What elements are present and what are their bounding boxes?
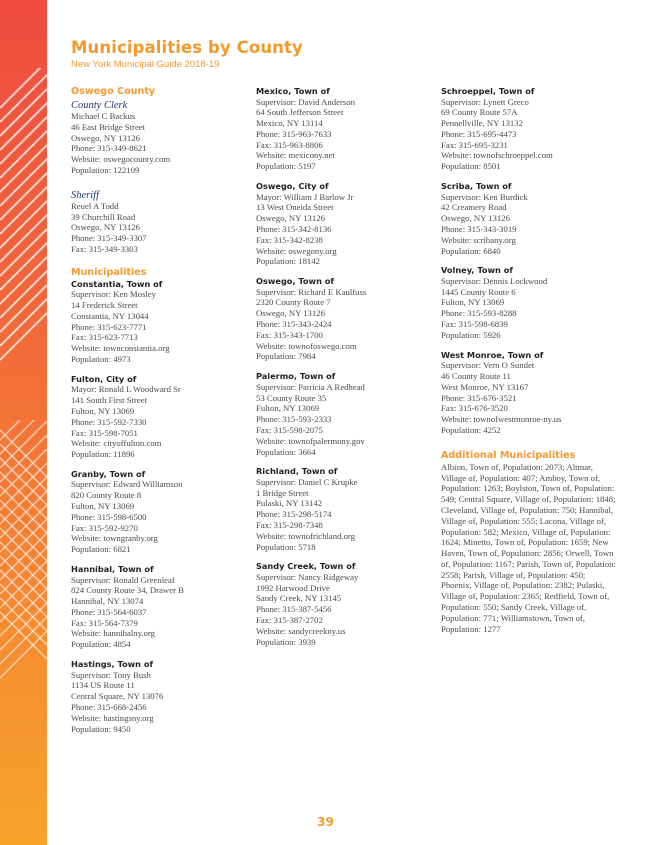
municipality-entry xyxy=(256,371,426,457)
municipality-line: Supervisor: Nancy Ridgeway xyxy=(256,571,359,582)
municipality-line: Website: townofwestmonroe-ny.us xyxy=(441,414,562,425)
municipality-line: Fax: 315-623-7713 xyxy=(71,332,138,343)
municipality-line: Phone: 315-676-3521 xyxy=(441,392,517,403)
municipality-entry xyxy=(71,374,241,460)
sheriff-line: Reuel A Todd xyxy=(71,200,119,211)
municipality-line: Population: 4252 xyxy=(441,424,501,435)
municipality-line: Oswego, NY 13126 xyxy=(256,308,325,319)
municipality-line: Phone: 315-593-2333 xyxy=(256,414,332,425)
clerk-line: 46 East Bridge Street xyxy=(71,121,146,132)
municipality-line: Phone: 315-343-2424 xyxy=(256,319,332,330)
municipality-name: Richland, Town of xyxy=(256,466,338,477)
municipality-line: Fulton, NY 13069 xyxy=(441,297,505,308)
municipality-line: Phone: 315-598-6500 xyxy=(71,511,147,522)
municipality-entry xyxy=(71,659,241,734)
municipality-name: Schroeppel, Town of xyxy=(441,86,535,96)
municipality-name: Hastings, Town of xyxy=(71,659,154,670)
municipality-line: Phone: 315-695-4473 xyxy=(441,128,517,139)
municipality-line: 53 County Route 35 xyxy=(256,392,327,403)
municipality-line: Fax: 315-342-8238 xyxy=(256,234,323,245)
municipality-line: Fax: 315-564-7379 xyxy=(71,617,138,628)
municipality-line: 64 South Jefferson Street xyxy=(256,107,344,118)
municipality-line: Supervisor: Edward Williamson xyxy=(71,479,183,490)
sheriff-line: 39 Churchill Road xyxy=(71,211,136,222)
municipality-line: Phone: 315-963-7633 xyxy=(256,128,332,139)
municipality-line: Fax: 315-298-7348 xyxy=(256,520,323,530)
municipality-line: Fax: 315-598-2075 xyxy=(256,424,323,435)
municipality-entry xyxy=(256,86,426,172)
municipality-line: Phone: 315-593-8288 xyxy=(441,308,517,319)
municipality-line: Population: 4854 xyxy=(71,639,131,650)
municipality-name: Oswego, Town of xyxy=(256,276,334,287)
municipality-name: West Monroe, Town of xyxy=(441,349,544,360)
municipality-line: Fulton, NY 13069 xyxy=(256,403,320,414)
sheriff-block xyxy=(71,190,241,255)
municipality-line: Mayor: Ronald L Woodward Sr xyxy=(71,384,181,395)
municipality-line: Supervisor: Richard E Kaulfuss xyxy=(256,286,367,297)
municipality-line: Website: hastingsny.org xyxy=(71,712,154,723)
municipality-line: Website: townofschroeppel.com xyxy=(441,150,553,161)
page-subtitle: New York Municipal Guide 2018-19 xyxy=(71,59,220,70)
municipality-line: Population: 7984 xyxy=(256,351,316,362)
municipality-entry xyxy=(441,181,616,256)
municipality-line: Fulton, NY 13069 xyxy=(71,405,135,416)
municipality-line: Population: 18142 xyxy=(256,256,320,267)
municipality-line: Central Square, NY 13076 xyxy=(71,691,164,702)
municipality-entry xyxy=(441,350,616,436)
municipality-line: Constantia, NY 13044 xyxy=(71,310,149,321)
municipality-line: Supervisor: Vern O Sundet xyxy=(441,360,535,371)
municipality-name: Palermo, Town of xyxy=(256,371,336,382)
sheriff-line: Fax: 315-349-3303 xyxy=(71,243,138,254)
municipality-line: Fax: 315-592-9270 xyxy=(71,522,138,533)
municipality-entry xyxy=(441,86,616,172)
municipality-line: Mexico, NY 13114 xyxy=(256,118,323,129)
municipality-entry xyxy=(71,469,241,555)
municipality-entry xyxy=(256,466,426,552)
municipality-line: Population: 8501 xyxy=(441,161,501,172)
municipality-line: Fax: 315-387-2702 xyxy=(256,615,323,626)
municipality-entry xyxy=(256,181,426,267)
municipality-line: Population: 11896 xyxy=(71,449,135,460)
clerk-line: Michael C Backus xyxy=(71,111,136,121)
page-header xyxy=(71,38,303,70)
clerk-line: Oswego, NY 13126 xyxy=(71,132,140,143)
municipality-line: Supervisor: Daniel C Krupke xyxy=(256,476,358,487)
municipality-name: Hannibal, Town of xyxy=(71,564,154,574)
municipality-name: Constantia, Town of xyxy=(71,278,163,289)
municipality-line: Fax: 315-598-6839 xyxy=(441,319,508,330)
municipality-line: 820 County Route 8 xyxy=(71,490,142,501)
county-clerk-block xyxy=(71,100,241,176)
municipality-line: 2320 County Route 7 xyxy=(256,297,331,308)
column-2 xyxy=(256,86,426,656)
municipality-line: Supervisor: Ronald Greenleaf xyxy=(71,574,175,585)
municipality-entry xyxy=(71,279,241,365)
municipality-line: Pennellville, NY 13132 xyxy=(441,118,523,129)
municipality-name: Oswego, City of xyxy=(256,181,329,192)
municipality-line: Oswego, NY 13126 xyxy=(441,213,510,224)
municipality-line: Phone: 315-387-5456 xyxy=(256,604,332,615)
municipality-name: Mexico, Town of xyxy=(256,86,330,96)
municipality-line: Phone: 315-564-6037 xyxy=(71,606,147,617)
municipality-line: Oswego, NY 13126 xyxy=(256,213,325,224)
municipality-line: 13 West Oneida Street xyxy=(256,202,334,213)
additional-municipalities-text: Albion, Town of, Population: 2073; Altmar, Village of, Population: 407; Amboy, Town of, Population: 1263; Boylston, Town of, Population: 549; Central Square, Village of, Population: 1848; Cleveland, Village of, Population: 750; Hannibal, Village of, Population: 555; Lacona, Village of, Population: 582; Mexico, Village of, Population: 1624; Minetto, Town of, Population: 1659; New Haven, Town of, Population: 2856; Orwell, Town of, Population: 1167; Parish, Town of, Population: 2558; Parish, Village of, Population: 450; Phoenix, Village of, Population: 2382; Pulaski, Village of, Population: 2365; Redfield, Town of, Population: 550; Sandy Creek, Village of, Population: 771; Williamstown, Town of, Population: 1277 xyxy=(441,461,616,634)
municipality-name: Granby, Town of xyxy=(71,468,146,479)
municipality-line: 1134 US Route 11 xyxy=(71,680,135,691)
county-title: Oswego County xyxy=(71,86,156,97)
municipality-line: Supervisor: Ken Mosley xyxy=(71,289,156,300)
municipality-line: Website: towngranby.org xyxy=(71,533,158,544)
municipality-line: Fax: 315-963-8806 xyxy=(256,139,323,150)
municipality-line: Website: scribany.org xyxy=(441,234,516,245)
diagonal-stripe-pattern xyxy=(0,0,47,845)
municipality-entry xyxy=(441,265,616,340)
municipality-line: Fax: 315-343-1700 xyxy=(256,329,323,340)
municipality-name: Scriba, Town of xyxy=(441,181,512,192)
municipality-line: 69 County Route 57A xyxy=(441,107,518,118)
municipality-line: Website: mexicony.net xyxy=(256,150,335,161)
municipality-name: Sandy Creek, Town of xyxy=(256,561,356,572)
municipality-line: Fax: 315-598-7051 xyxy=(71,427,138,438)
municipality-entry xyxy=(256,561,426,647)
municipality-line: Population: 3664 xyxy=(256,446,316,457)
municipality-line: 1992 Harwood Drive xyxy=(256,582,330,593)
municipality-line: Phone: 315-668-2456 xyxy=(71,701,147,712)
municipality-name: Volney, Town of xyxy=(441,265,513,276)
municipality-line: Website: hannibalny.org xyxy=(71,628,155,639)
municipality-line: 14 Frederick Street xyxy=(71,300,138,311)
municipality-line: Supervisor: Dennis Lockwood xyxy=(441,275,548,286)
municipality-line: Population: 3939 xyxy=(256,636,316,647)
municipality-line: Supervisor: Lynett Greco xyxy=(441,96,529,107)
municipality-line: Fax: 315-695-3231 xyxy=(441,139,508,150)
municipality-line: Website: townofoswego.com xyxy=(256,340,357,351)
municipality-line: Population: 5197 xyxy=(256,161,316,172)
municipality-line: Fax: 315-676-3520 xyxy=(441,403,508,414)
municipality-entry xyxy=(256,276,426,362)
column-1 xyxy=(71,86,241,743)
municipality-line: Pulaski, NY 13142 xyxy=(256,498,323,509)
additional-municipalities-heading: Additional Municipalities xyxy=(441,449,576,461)
municipality-line: Phone: 315-592-7330 xyxy=(71,416,147,427)
municipality-line: Population: 4973 xyxy=(71,354,131,365)
municipality-line: Sandy Creek, NY 13145 xyxy=(256,593,342,604)
county-clerk-role: County Clerk xyxy=(71,100,128,111)
clerk-line: Phone: 315-349-8621 xyxy=(71,143,147,154)
municipality-line: Website: cityoffulton.com xyxy=(71,438,162,449)
municipality-line: Website: oswegony.org xyxy=(256,245,337,256)
municipality-line: Supervisor: Ken Burdick xyxy=(441,191,528,202)
municipality-line: Phone: 315-342-8136 xyxy=(256,223,332,234)
municipality-entry xyxy=(71,564,241,650)
municipality-line: Fulton, NY 13069 xyxy=(71,501,135,512)
decorative-side-band xyxy=(0,0,47,845)
sheriff-role: Sheriff xyxy=(71,189,99,201)
municipality-line: Population: 6840 xyxy=(441,245,501,256)
municipality-line: Population: 5926 xyxy=(441,329,501,340)
municipality-line: Supervisor: Patricia A Redhead xyxy=(256,381,365,392)
municipality-line: Phone: 315-298-5174 xyxy=(256,509,332,520)
municipality-line: West Monroe, NY 13167 xyxy=(441,381,529,392)
municipality-line: 1445 County Route 6 xyxy=(441,286,516,297)
page-number: 39 xyxy=(317,815,334,829)
municipality-line: Phone: 315-623-7771 xyxy=(71,321,147,332)
municipality-line: Hannibal, NY 13074 xyxy=(71,596,144,607)
sheriff-line: Phone: 315-349-3307 xyxy=(71,233,147,244)
clerk-line: Website: oswegocounty.com xyxy=(71,154,171,165)
municipality-line: 1 Bridge Street xyxy=(256,487,309,498)
municipality-line: Supervisor: Tony Bush xyxy=(71,669,151,680)
municipalities-heading: Municipalities xyxy=(71,266,147,278)
municipality-line: 141 South First Street xyxy=(71,395,148,406)
municipality-line: Population: 9450 xyxy=(71,723,131,734)
municipality-line: 824 County Route 34, Drawer B xyxy=(71,585,184,596)
municipality-line: 42 Creamery Road xyxy=(441,202,507,213)
municipality-line: Website: townofrichland.org xyxy=(256,530,356,541)
sheriff-line: Oswego, NY 13126 xyxy=(71,222,140,233)
municipality-line: Website: townofpalermony.gov xyxy=(256,435,365,446)
clerk-line: Population: 122109 xyxy=(71,164,140,175)
municipality-line: Phone: 315-343-3019 xyxy=(441,223,517,234)
municipality-line: Mayor: William J Barlow Jr xyxy=(256,191,354,202)
municipality-line: Website: townconstantia.org xyxy=(71,343,170,354)
municipality-line: Supervisor: David Anderson xyxy=(256,96,355,107)
municipality-line: Population: 6821 xyxy=(71,544,131,555)
municipality-name: Fulton, City of xyxy=(71,373,137,384)
column-3 xyxy=(441,86,616,634)
municipality-line: Population: 5718 xyxy=(256,541,316,552)
municipality-line: 46 County Route 11 xyxy=(441,370,511,381)
municipality-line: Website: sandycreekny.us xyxy=(256,625,346,636)
page-title: Municipalities by County xyxy=(71,38,303,57)
